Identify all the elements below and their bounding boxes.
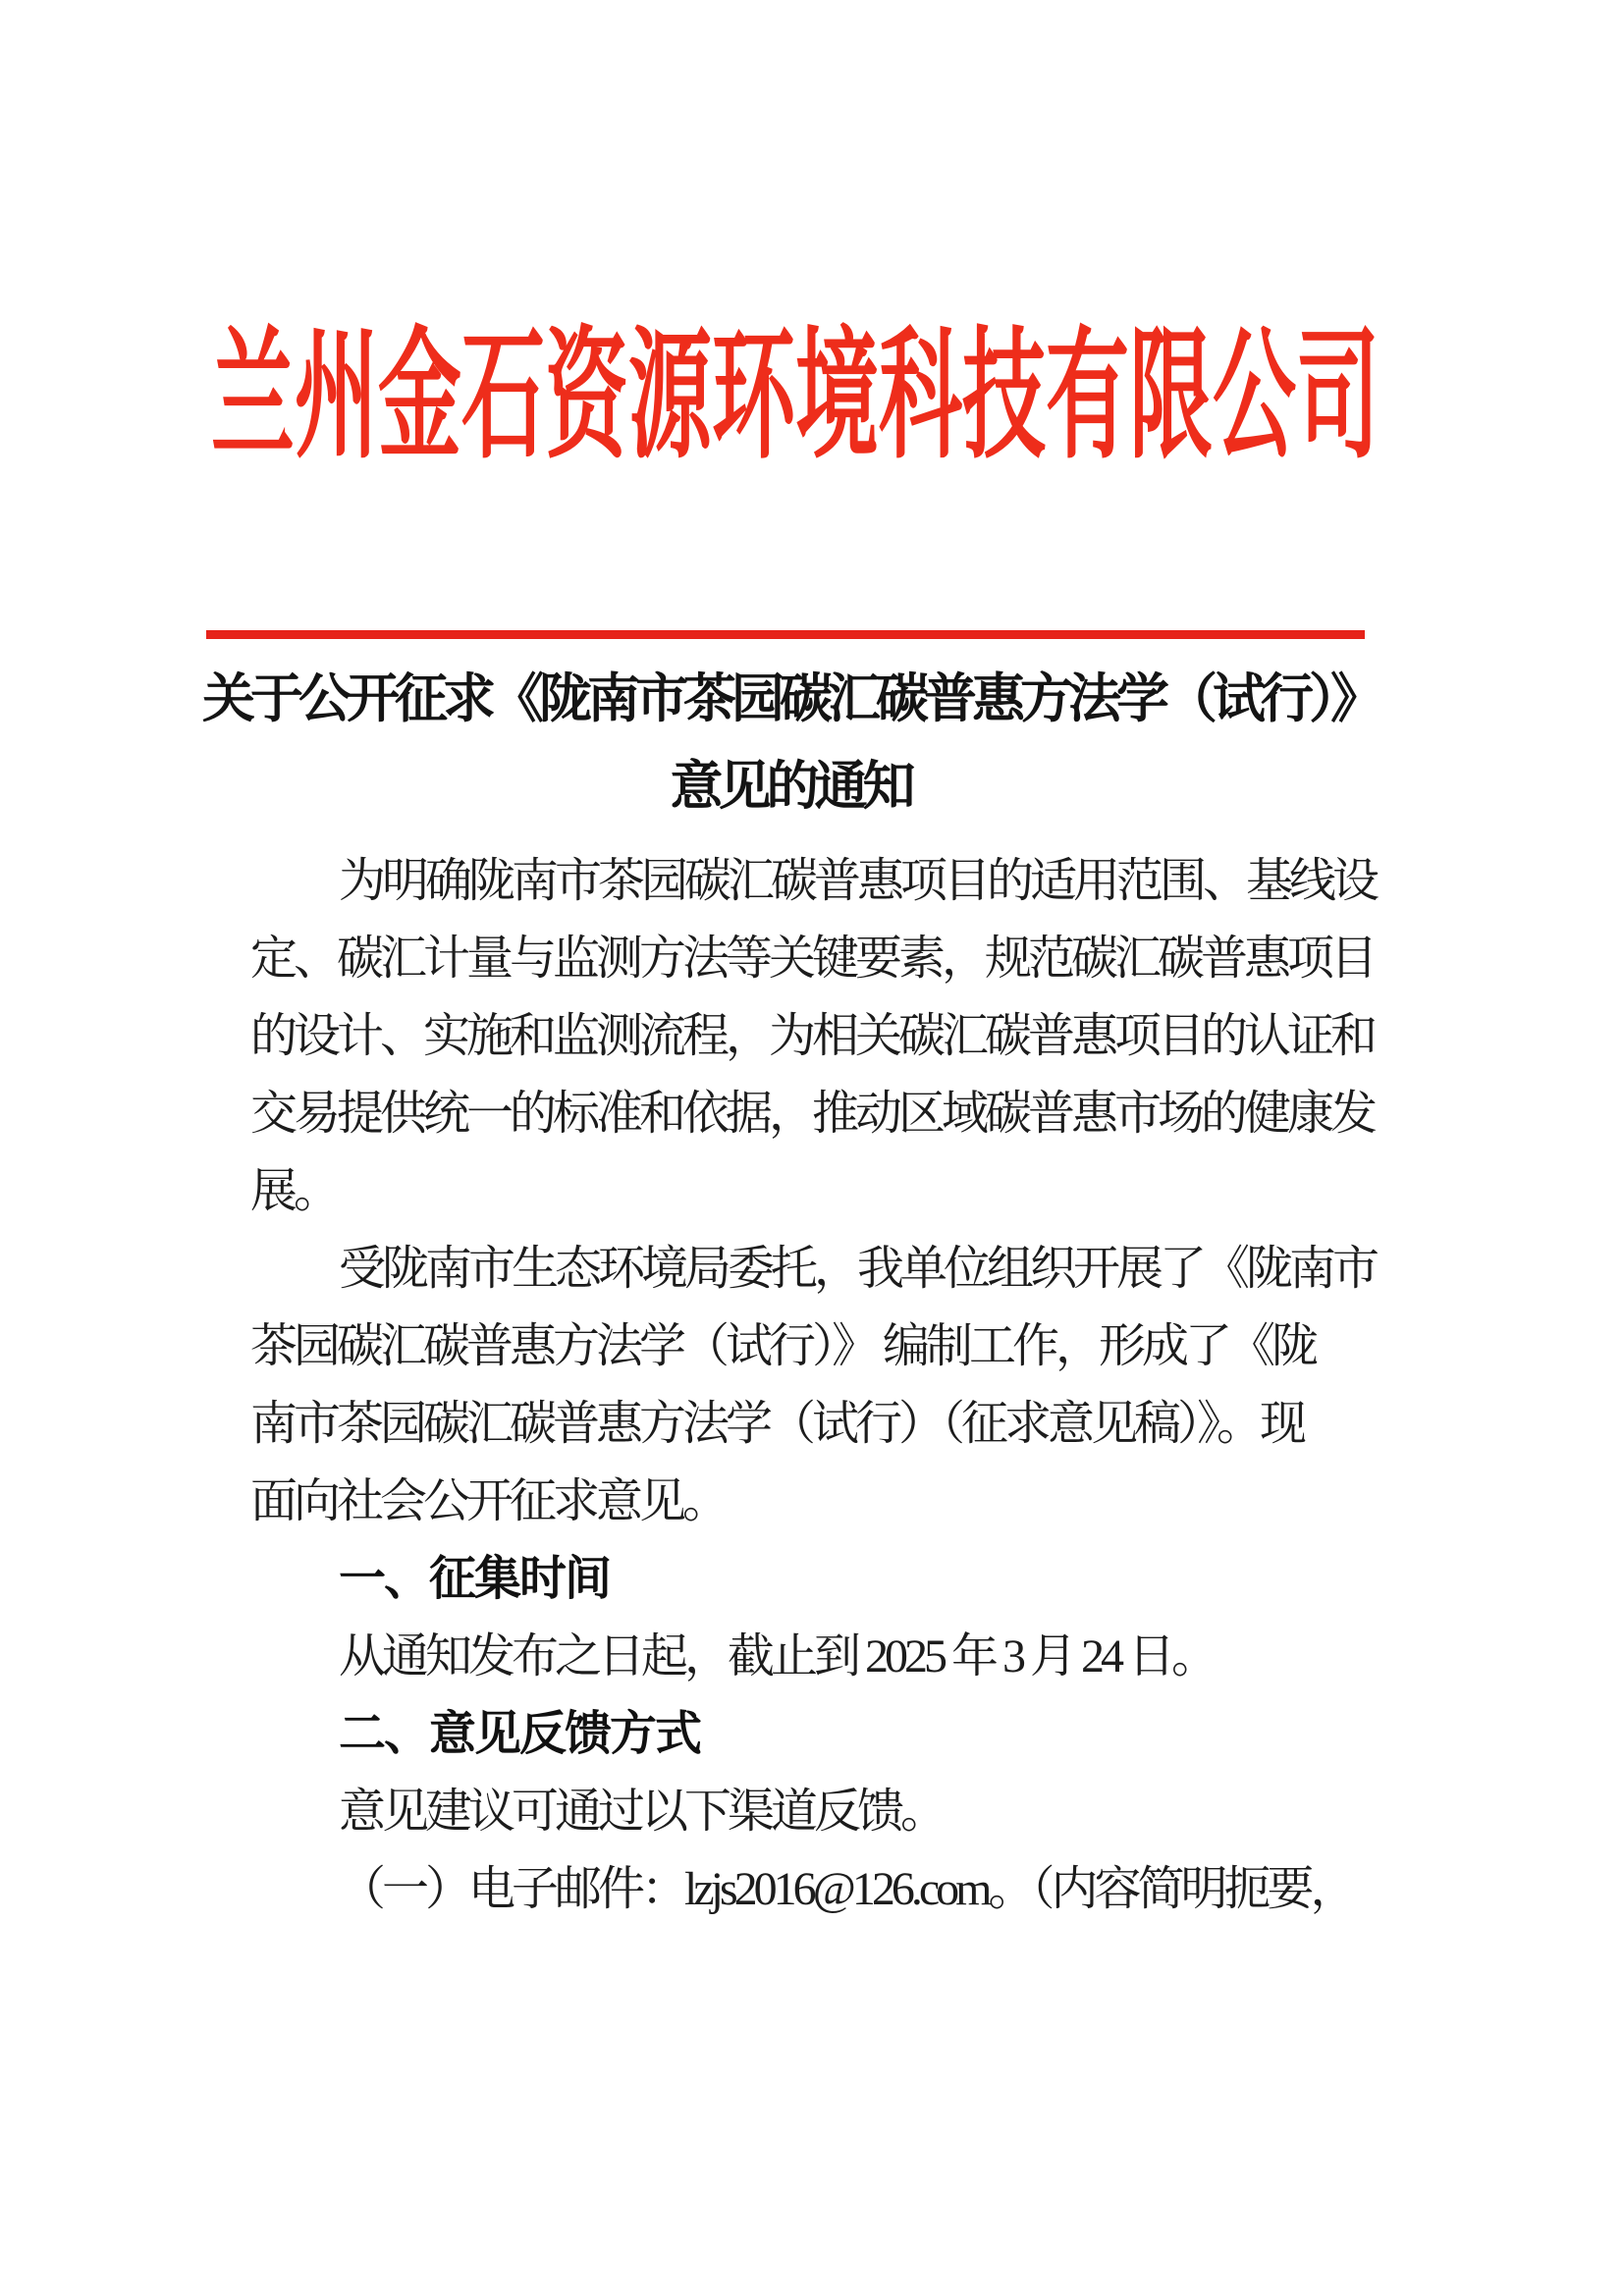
body-line: 意见建议可通过以下渠道反馈。 — [339, 1786, 945, 1838]
section-heading: 二、意见反馈方式 — [339, 1708, 701, 1760]
body-line: 的设计、实施和监测流程，为相关碳汇碳普惠项目的认证和 — [250, 1010, 1375, 1062]
body-line: 茶园碳汇碳普惠方法学（试行）》 编制工作，形成了《陇 — [250, 1320, 1316, 1372]
body-line: 面向社会公开征求意见。 — [250, 1475, 727, 1527]
body-line: 展。 — [250, 1165, 338, 1217]
title-line-1: 关于公开征求《陇南市茶园碳汇碳普惠方法学（试行）》 — [202, 669, 1379, 728]
body-line: 定、碳汇计量与监测方法等关键要素，规范碳汇碳普惠项目 — [250, 933, 1375, 985]
body-line: 为明确陇南市茶园碳汇碳普惠项目的适用范围、基线设 — [339, 855, 1377, 907]
document-body — [250, 842, 1389, 1928]
body-line: 交易提供统一的标准和依据，推动区域碳普惠市场的健康发 — [250, 1088, 1375, 1140]
body-line: （一）电子邮件：lzjs2016@126.com。（内容简明扼要， — [339, 1863, 1354, 1915]
body-line: 受陇南市生态环境局委托，我单位组织开展了《陇南市 — [339, 1243, 1377, 1295]
document-title — [196, 656, 1384, 830]
title-line-2: 意见的通知 — [670, 757, 911, 816]
company-letterhead: 兰州金石资源环境科技有限公司 — [211, 319, 1380, 477]
letterhead-divider — [206, 630, 1365, 639]
body-line: 从通知发布之日起，截止到 2025 年 3 月 24 日。 — [339, 1630, 1216, 1682]
section-heading: 一、征集时间 — [339, 1553, 611, 1605]
body-line: 南市茶园碳汇碳普惠方法学（试行）（征求意见稿）》。现 — [250, 1398, 1304, 1450]
